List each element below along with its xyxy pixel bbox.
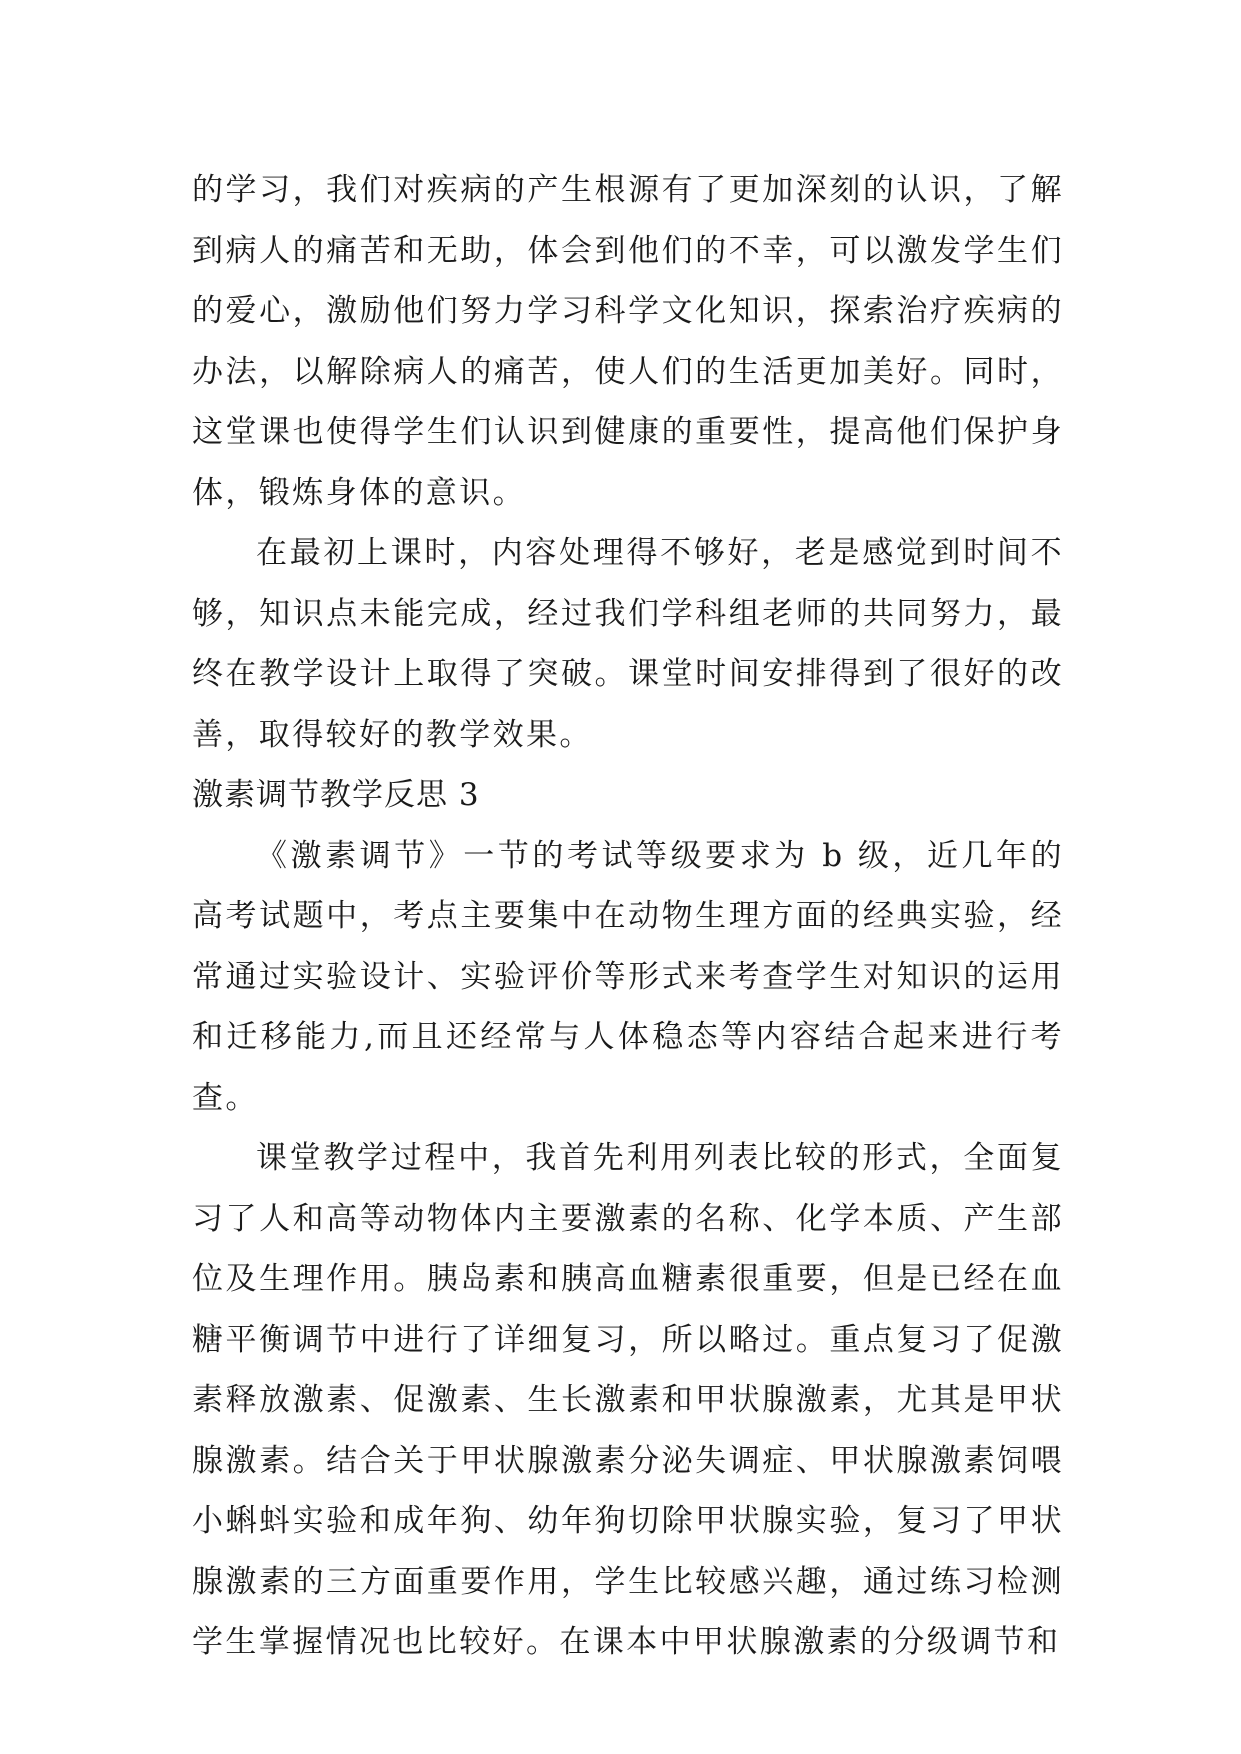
paragraph-3: 《激素调节》一节的考试等级要求为 b 级，近几年的高考试题中，考点主要集中在动物生理方面的经典实验，经常通过实验设计、实验评价等形式来考查学生对知识的运用和迁移能力,而且还经常与人体稳态等内容结合起来进行考查。 xyxy=(192,837,1064,1116)
document-body xyxy=(192,160,1064,1673)
paragraph-2: 在最初上课时，内容处理得不够好，老是感觉到时间不够，知识点未能完成，经过我们学科组老师的共同努力，最终在教学设计上取得了突破。课堂时间安排得到了很好的改善，取得较好的教学效果。 xyxy=(192,535,1064,753)
paragraph-4: 课堂教学过程中，我首先利用列表比较的形式，全面复习了人和高等动物体内主要激素的名称、化学本质、产生部位及生理作用。胰岛素和胰高血糖素很重要，但是已经在血糖平衡调节中进行了详细复习，所以略过。重点复习了促激素释放激素、促激素、生长激素和甲状腺激素，尤其是甲状腺激素。结合关于甲状腺激素分泌失调症、甲状腺激素饲喂小蝌蚪实验和成年狗、幼年狗切除甲状腺实验，复习了甲状腺激素的三方面重要作用，学生比较感兴趣，通过练习检测学生掌握情况也比较好。在课本中甲状腺激素的分级调节和 xyxy=(192,1140,1064,1660)
section-heading: 激素调节教学反思 3 xyxy=(192,777,480,813)
paragraph-1: 的学习，我们对疾病的产生根源有了更加深刻的认识，了解到病人的痛苦和无助，体会到他们的不幸，可以激发学生们的爱心，激励他们努力学习科学文化知识，探索治疗疾病的办法，以解除病人的痛苦，使人们的生活更加美好。同时，这堂课也使得学生们认识到健康的重要性，提高他们保护身体，锻炼身体的意识。 xyxy=(192,172,1064,511)
